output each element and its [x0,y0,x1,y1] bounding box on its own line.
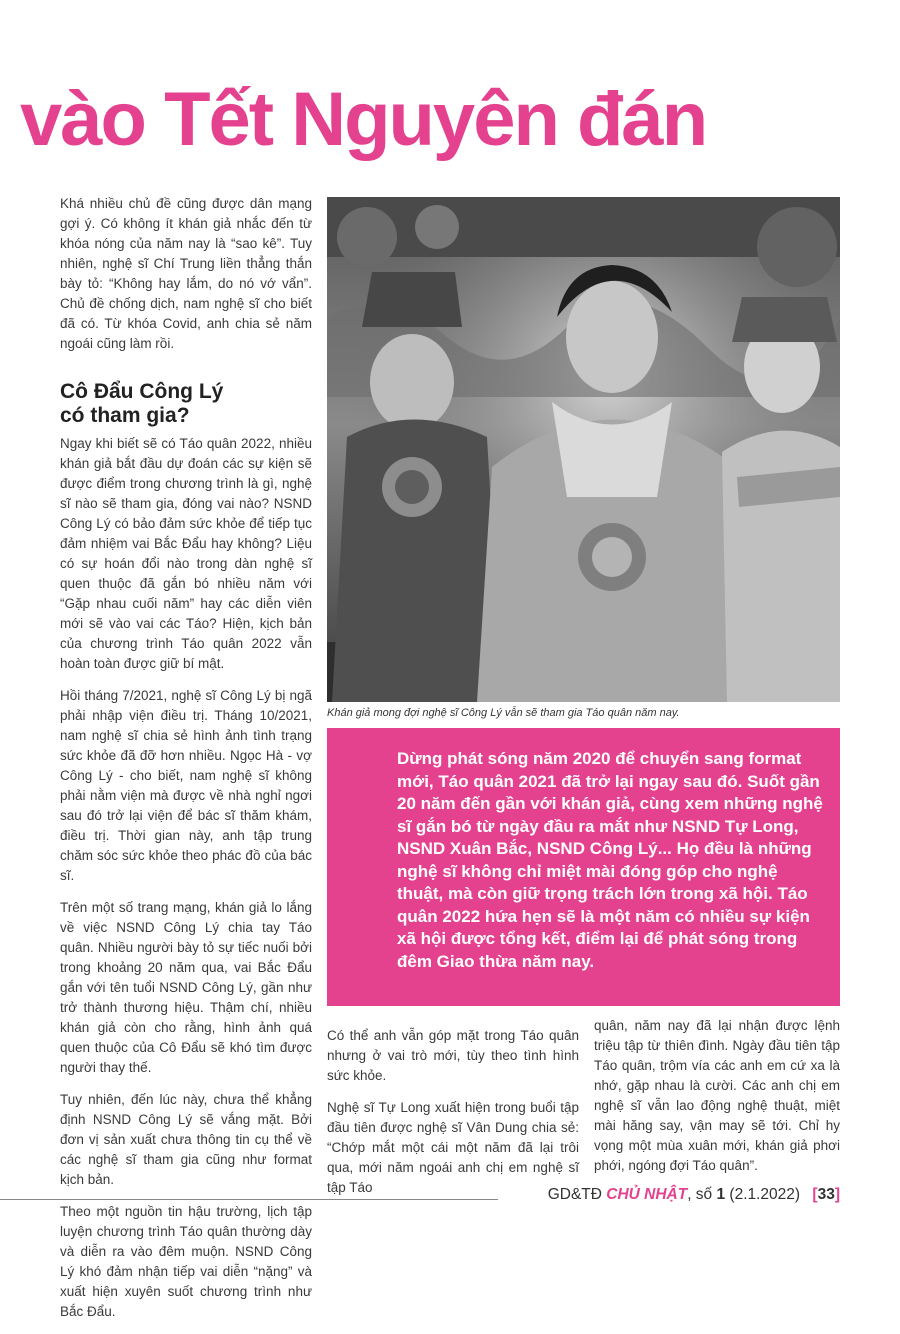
page-number: 33 [817,1186,835,1203]
paragraph: Trên một số trang mạng, khán giả lo lắng về việc NSND Công Lý chia tay Táo quân. Nhiều người bày tỏ sự tiếc nuối bởi trong khoảng 20 năm qua, vai Bắc Đẩu gắn với tên tuổi NSND Công Lý, gần như trở thành thương hiệu. Thậm chí, nhiều khán giả còn cho rằng, hình ảnh quá quen thuộc của Cô Đẩu sẽ khó tìm được người thay thế. [60,900,312,1075]
publication-name: GD&TĐ [547,1186,602,1203]
issue-number: 1 [716,1186,726,1203]
paragraph: Tuy nhiên, đến lúc này, chưa thể khẳng định NSND Công Lý sẽ vắng mặt. Bởi đơn vị sản xuất chưa thông tin cụ thể về các nghệ sĩ tham gia cũng như format kịch bản. [60,1092,312,1187]
paragraph: Theo một nguồn tin hậu trường, lịch tập luyện chương trình Táo quân thường dày và diễn ra vào đêm muộn. NSND Công Lý khó đảm nhận tiếp vai diễn “nặng” và xuất hiện xuyên suốt chương trình như Bắc Đẩu. [60,1204,312,1319]
subhead-line: Cô Đẩu Công Lý [60,380,224,403]
paragraph: Có thể anh vẫn góp mặt trong Táo quân nhưng ở vai trò mới, tùy theo tình hình sức khỏe. [327,1028,579,1083]
paragraph: Hồi tháng 7/2021, nghệ sĩ Công Lý bị ngã phải nhập viện điều trị. Tháng 10/2021, nam nghệ sĩ chia sẻ hình ảnh tình trạng sức khỏe đã đỡ hơn nhiều. Ngọc Hà - vợ Công Lý - cho biết, nam nghệ sĩ không phải nằm viện mà được về nhà nghỉ ngơi sau đó trở lại viện để bác sĩ thăm khám, điều trị. Thời gian này, anh tập trung chăm sóc sức khỏe theo phác đồ của bác sĩ. [60,688,312,883]
photo-caption: Khán giả mong đợi nghệ sĩ Công Lý vẫn sẽ tham gia Táo quân năm nay. [327,707,680,719]
paragraph: Khá nhiều chủ đề cũng được dân mạng gợi ý. Có không ít khán giả nhắc đến từ khóa nóng của năm nay là “sao kê”. Tuy nhiên, nghệ sĩ Chí Trung liền thẳng thắn bày tỏ: “Không hay lắm, do nó vớ vẩn”. Chủ đề chống dịch, nam nghệ sĩ cho biết đã có. Từ khóa Covid, anh chia sẻ năm ngoái cũng làm rồi. [60,196,312,351]
pull-quote-box [327,728,840,1006]
pull-quote-text: Dừng phát sóng năm 2020 để chuyển sang format mới, Táo quân 2021 đã trở lại ngay sau đó. Suốt gần 20 năm đến gần với khán giả, cùng xem những nghệ sĩ gắn bó từ ngày đầu ra mắt như NSND Tự Long, NSND Xuân Bắc, NSND Công Lý... Họ đều là những nghệ sĩ không chỉ miệt mài đóng góp cho nghệ thuật, mà còn giữ trọng trách lớn trong xã hội. Táo quân 2022 hứa hẹn sẽ là một năm có nhiều sự kiện xã hội được tổng kết, điểm lại để phát sóng trong đêm Giao thừa năm nay. [397,749,823,971]
subhead-line: có tham gia? [60,404,190,427]
publication-brand: CHỦ NHẬT [606,1186,688,1203]
stage-photo [327,197,840,702]
page-bracket: ] [834,1186,840,1203]
right-column [594,1016,840,1188]
headline: vào Tết Nguyên đán [20,77,707,162]
middle-column [327,1026,579,1210]
left-column [60,194,312,1334]
section-subhead [60,380,312,428]
issue-date: (2.1.2022) [729,1186,801,1203]
paragraph: Ngay khi biết sẽ có Táo quân 2022, nhiều khán giả bắt đầu dự đoán các sự kiện sẽ được điểm trong chương trình là gì, nghệ sĩ nào sẽ tham gia, đóng vai nào? NSND Công Lý có bảo đảm sức khỏe để tiếp tục đảm nhiệm vai Bắc Đẩu hay không? Liệu có sự hoán đổi nào trong dàn nghệ sĩ quen thuộc đã gắn bó nhiều năm với “Gặp nhau cuối năm” hay các diễn viên mới sẽ vào vai các Táo? Hiện, kịch bản của chương trình Táo quân 2022 vẫn hoàn toàn được giữ bí mật. [60,436,312,671]
footer-divider [0,1199,498,1200]
page-bracket: [ [812,1186,818,1203]
paragraph: Nghệ sĩ Tự Long xuất hiện trong buổi tập đầu tiên được nghệ sĩ Vân Dung chia sẻ: “Chớp mắt một cái một năm đã lại trôi qua, mới năm ngoái anh chị em nghệ sĩ tập Táo [327,1100,579,1195]
paragraph: quân, năm nay đã lại nhận được lệnh triệu tập từ thiên đình. Ngày đầu tiên tập Táo quân, trộm vía các anh em cứ xa là nhớ, gặp nhau là cười. Các anh chị em nghệ sĩ vẫn lao động nghệ thuật, miệt mài hăng say, vận may sẽ tới. Chỉ hy vọng một mùa xuân mới, khán giả phơi phới, ngóng đợi Táo quân”. [594,1018,840,1173]
issue-prefix: , số [687,1186,713,1203]
page-footer [548,1186,840,1204]
